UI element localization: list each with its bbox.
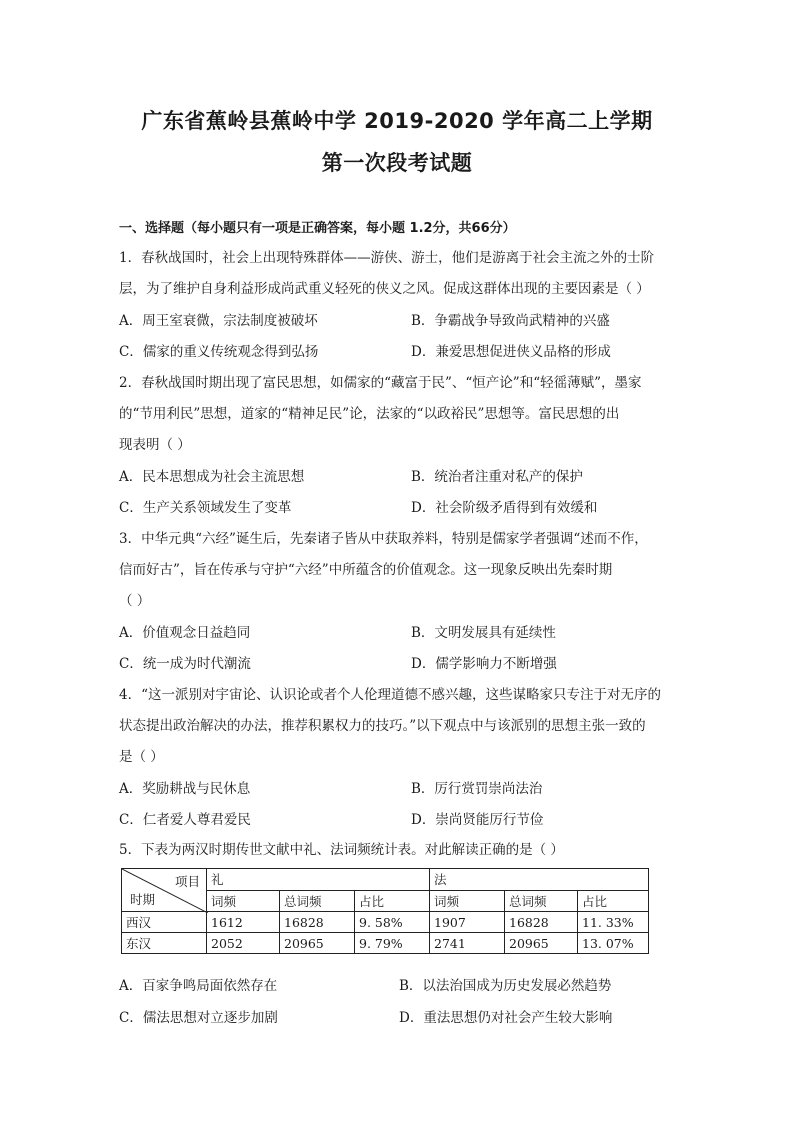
q2-option-d: D．社会阶级矛盾得到有效缓和 [411,500,598,516]
q4-stem-line3: 是（ ） [119,749,164,765]
q4-option-b: B．厉行赏罚崇尚法治 [411,781,543,797]
q3-stem-line3: （ ） [119,593,151,609]
table-cell: 20965 [280,933,355,954]
q5-option-d: D．重法思想仍对社会产生较大影响 [399,1010,613,1026]
table-cell: 11. 33% [578,912,649,933]
table-row [122,933,649,954]
section-heading: 一、选择题（每小题只有一项是正确答案，每小题 1.2分，共66分） [119,221,516,236]
q2-option-c: C．生产关系领域发生了变革 [119,500,292,516]
subheader-cell: 占比 [578,890,649,912]
group-header-fa: 法 [430,869,649,891]
q3-option-a: A．价值观念日益趋同 [119,625,251,641]
table-cell: 16828 [505,912,578,933]
table-cell: 1612 [207,912,280,933]
corner-bottom-label: 时期 [130,892,156,907]
subheader-cell: 总词频 [280,890,355,912]
exam-title-line1: 广东省蕉岭县蕉岭中学 2019-2020 学年高二上学期 [141,109,653,133]
q2-stem-line1: 2．春秋战国时期出现了富民思想，如儒家的“藏富于民”、“恒产论”和“轻徭薄赋”，墨家 [119,375,642,391]
table-cell: 2052 [207,933,280,954]
subheader-cell: 占比 [355,890,430,912]
group-header-li: 礼 [207,869,430,891]
q5-stem-line1: 5．下表为两汉时期传世文献中礼、法词频统计表。对此解读正确的是（ ） [119,842,564,858]
q1-option-d: D．兼爱思想促进侠义品格的形成 [411,344,611,360]
q1-option-b: B．争霸战争导致尚武精神的兴盛 [411,313,610,329]
q4-stem-line1: 4．“这一派别对宇宙论、认识论或者个人伦理道德不感兴趣，这些谋略家只专注于对无序的 [119,687,661,703]
q3-option-c: C．统一成为时代潮流 [119,656,251,672]
table-cell: 13. 07% [578,933,649,954]
row-period: 西汉 [122,912,207,933]
subheader-cell: 总词频 [505,890,578,912]
table-corner-cell [122,869,207,912]
q3-stem-line2: 信而好古”，旨在传承与守护“六经”中所蕴含的价值观念。这一现象反映出先秦时期 [119,562,613,578]
q1-stem-line1: 1．春秋战国时，社会上出现特殊群体——游侠、游士，他们是游离于社会主流之外的士阶 [119,250,655,266]
row-period: 东汉 [122,933,207,954]
q1-option-a: A．周王室衰微，宗法制度被破坏 [119,313,318,329]
table-cell: 2741 [430,933,505,954]
q5-option-b: B．以法治国成为历史发展必然趋势 [399,978,612,994]
q4-option-d: D．崇尚贤能厉行节俭 [411,812,544,828]
table-row [122,912,649,933]
q1-option-c: C．儒家的重义传统观念得到弘扬 [119,344,319,360]
q5-option-c: C．儒法思想对立逐步加剧 [119,1010,278,1026]
exam-title-line2: 第一次段考试题 [321,151,473,175]
q2-option-b: B．统治者注重对私产的保护 [411,469,583,485]
q4-option-a: A．奖励耕战与民休息 [119,781,251,797]
q3-option-d: D．儒学影响力不断增强 [411,656,557,672]
subheader-cell: 词频 [207,890,280,912]
q2-stem-line2: 的“节用利民”思想，道家的“精神足民”论，法家的“以政裕民”思想等。富民思想的出 [119,406,620,422]
table-cell: 9. 58% [355,912,430,933]
q1-stem-line2: 层，为了维护自身利益形成尚武重义轻死的侠义之风。促成这群体出现的主要因素是（ ） [119,281,650,297]
q4-stem-line2: 状态提出政治解决的办法，推荐积累权力的技巧。”以下观点中与该派别的思想主张一致的 [119,718,646,734]
corner-top-label: 项目 [174,874,200,889]
q4-option-c: C．仁者爱人尊君爱民 [119,812,251,828]
q3-stem-line1: 3．中华元典“六经”诞生后，先秦诸子皆从中获取养料，特别是儒家学者强调“述而不作， [119,531,648,547]
q2-option-a: A．民本思想成为社会主流思想 [119,469,305,485]
table-cell: 16828 [280,912,355,933]
q2-stem-line3: 现表明（ ） [119,437,191,453]
table-cell: 20965 [505,933,578,954]
table-cell: 9. 79% [355,933,430,954]
q5-stats-table [121,868,649,954]
q5-option-a: A．百家争鸣局面依然存在 [119,978,278,994]
q3-option-b: B．文明发展具有延续性 [411,625,556,641]
table-cell: 1907 [430,912,505,933]
subheader-cell: 词频 [430,890,505,912]
